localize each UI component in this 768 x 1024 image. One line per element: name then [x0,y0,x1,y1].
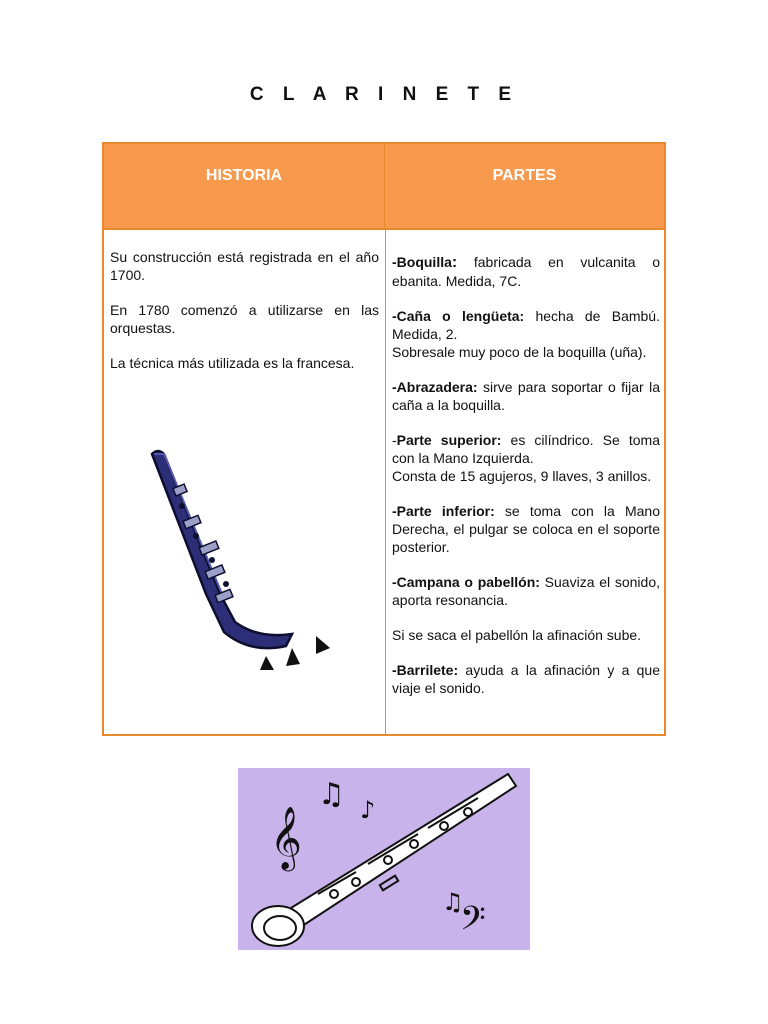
svg-text:♫: ♫ [318,777,345,812]
svg-text:♪: ♪ [360,796,376,824]
part-text: ayuda a la afinación y a que viaje el sonido. [392,662,660,696]
historia-paragraph: En 1780 comenzó a utilizarse en las orquestas. [110,302,379,336]
part-term: -Parte inferior: [392,503,495,519]
part-barrilete [392,661,660,697]
bass-clef-icon [460,900,486,946]
clarinet-sketch-box [238,768,530,950]
part-term: -Barrilete: [392,662,459,678]
clarinet-sketch-illustration [238,768,530,950]
part-text: hecha de Bambú. Medida, 2. [392,308,660,342]
column-divider [385,230,386,734]
svg-text:𝄢: 𝄢 [460,900,486,946]
part-term: Parte superior: [396,432,502,448]
part-inferior [392,502,660,556]
part-text: se toma con la Mano Derecha, el pulgar se coloca en el soporte posterior. [392,503,660,555]
part-text: sirve para soportar o fijar la caña a la boquilla. [392,379,660,413]
historia-paragraph: Su construcción está registrada en el año 1700. [110,249,379,283]
header-divider [104,228,664,230]
svg-text:♫: ♫ [442,888,464,916]
clarinet-icon [152,451,292,648]
part-boquilla [392,253,660,290]
partes-cell [392,253,660,697]
part-cana [392,307,660,361]
part-text: es cilíndrico. Se toma con la Mano Izquierda. [392,432,660,466]
clarinet-illustration [140,444,340,674]
part-term: -Campana o pabellón: [392,574,540,590]
part-term: -Abrazadera: [392,379,478,395]
svg-text:𝄞: 𝄞 [270,806,302,869]
part-abrazadera [392,378,660,414]
page-title: C L A R I N E T E [249,84,519,105]
part-text: Suaviza el sonido, aporta resonancia. [392,574,660,608]
part-campana [392,573,660,609]
header-historia: HISTORIA [104,144,385,230]
treble-clef-icon [270,806,302,872]
part-term: -Boquilla [392,254,452,270]
part-colon: : [451,254,458,271]
pabellon-note: Si se saca el pabellón la afinación sube. [392,627,642,643]
historia-paragraph: La técnica más utilizada es la francesa. [110,355,355,371]
header-partes: PARTES [385,144,664,230]
part-text-extra: Consta de 15 agujeros, 9 llaves, 3 anillos. [392,468,652,484]
part-dash: - [392,432,397,448]
part-superior [392,431,660,485]
historia-cell [110,248,379,389]
part-text-extra: Sobresale muy poco de la boquilla (uña). [392,344,647,360]
part-text: fabricada en vulcanita o ebanita. Medida, 7C. [392,254,660,289]
part-term: -Caña o lengüeta: [392,308,525,324]
